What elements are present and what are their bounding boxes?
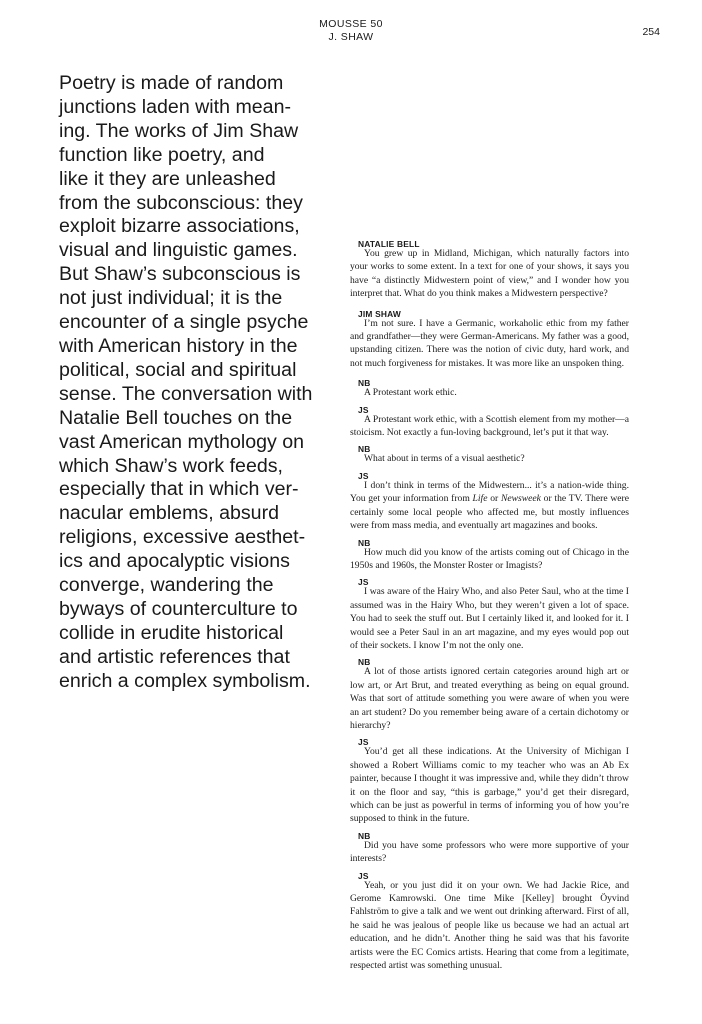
speaker-label: NATALIE BELL	[358, 239, 420, 249]
speaker-label: NB	[358, 378, 371, 389]
exchange-text	[350, 745, 629, 825]
exchange-text	[350, 247, 629, 301]
text-run: Did you have some professors who were more supportive of your interests?	[350, 839, 629, 865]
text-run: A Protestant work ethic, with a Scottish element from my mother—a stoicism. Not exactly a fun-loving background, let’s put it that way.	[350, 413, 629, 439]
magazine-issue: MOUSSE 50	[319, 18, 383, 30]
text-run: I don’t think in terms of the Midwestern... it’s a nation-wide thing. You get your information from	[350, 479, 629, 505]
exchange-text	[350, 452, 629, 465]
intro-line: But Shaw’s subconscious is	[59, 263, 301, 286]
speaker-label: JIM SHAW	[358, 308, 402, 319]
intro-line: Natalie Bell touches on the	[59, 406, 293, 429]
exchange-text	[350, 879, 629, 973]
intro-line: sense. The conversation with	[59, 382, 313, 405]
speaker-label: JS	[358, 577, 369, 588]
text-run: How much did you know of the artists coming out of Chicago in the 1950s and 1960s, the Monster Roster or Imagists?	[350, 546, 629, 571]
exchange-text	[350, 413, 629, 440]
interview-exchange	[350, 832, 629, 866]
intro-line: visual and linguistic games.	[59, 239, 298, 262]
text-run: or the TV. There were certainly some local people who affected me, but mostly influences were from mass media, and eventually art magazines and books.	[350, 493, 629, 532]
speaker-label: NB	[358, 444, 371, 455]
exchange-text	[350, 546, 629, 573]
interview-exchange	[350, 872, 629, 973]
interview-exchange	[350, 658, 629, 732]
intro-line: junctions laden with mean-	[59, 95, 291, 118]
speaker-label: JS	[358, 737, 369, 748]
exchange-text	[350, 665, 629, 732]
intro-line: which Shaw’s work feeds,	[59, 454, 283, 477]
text-run: A Protestant work ethic.	[364, 387, 457, 399]
intro-line: enrich a complex symbolism.	[59, 669, 311, 692]
text-run: I’m not sure. I have a Germanic, workaholic ethic from my father and grandfather—they were German-Americans. My father was a good, upstanding citizen. There was the notion of civic duty, hard work, and not much forgiveness for mistakes. It was more like an unspoken thing.	[350, 317, 629, 369]
intro-line: not just individual; it is the	[59, 287, 283, 310]
interview-exchange	[350, 445, 629, 465]
intro-line: byways of counterculture to	[59, 597, 298, 620]
text-run: You grew up in Midland, Michigan, which naturally factors into your works to some extent. In a text for one of your shows, it says you have “a distinctly Midwestern point of view,” and I wonder how you interpret that. What do you think makes a Midwestern perspective?	[350, 248, 629, 300]
speaker-label: NB	[358, 537, 371, 548]
italic-title: Life	[472, 493, 488, 505]
exchange-text	[350, 479, 629, 533]
intro-line: religions, excessive aesthet-	[59, 526, 306, 549]
running-header	[0, 18, 702, 44]
interview-exchange	[350, 406, 629, 440]
speaker-label: JS	[358, 470, 369, 481]
exchange-text	[350, 386, 629, 399]
speaker-label: JS	[358, 404, 369, 415]
intro-line: collide in erudite historical	[59, 621, 284, 644]
intro-line: ics and apocalyptic visions	[59, 550, 290, 573]
text-run: You’d get all these indications. At the University of Michigan I showed a Robert Williams comic to my teacher who was an Ab Ex painter, because I thought it was impressive and, while they didn’t throw it on the floor and say, “this is garbage,” you’d get their disregard, which can be just as powerful in terms of informing you of how you’re supposed to think in the future.	[350, 746, 629, 825]
intro-line: ing. The works of Jim Shaw	[59, 119, 299, 142]
intro-line: especially that in which ver-	[59, 478, 299, 501]
intro-line: encounter of a single psyche	[59, 311, 309, 334]
interview-column	[350, 240, 629, 978]
interview-exchange	[350, 539, 629, 573]
intro-line: with American history in the	[59, 334, 298, 357]
intro-line: like it they are unleashed	[59, 167, 276, 190]
italic-title: Newsweek	[500, 493, 541, 505]
text-run: or	[487, 493, 501, 505]
intro-paragraph	[59, 72, 349, 694]
interview-exchange	[350, 578, 629, 652]
interview-exchange	[350, 240, 629, 301]
interview-exchange	[350, 379, 629, 399]
intro-line: political, social and spiritual	[59, 358, 297, 381]
intro-line: exploit bizarre associations,	[59, 215, 300, 238]
intro-line: and artistic references that	[59, 645, 290, 668]
intro-line: converge, wandering the	[59, 574, 274, 597]
article-author: J. SHAW	[328, 31, 374, 43]
intro-line: from the subconscious: they	[59, 191, 303, 214]
text-run: A lot of those artists ignored certain categories around high art or low art, or Art Brut, and treated everything as being on equal ground. Was that sort of attitude something you were aware of when you were an art student? Do you remember being aware of a certain dichotomy or hierarchy?	[350, 666, 629, 731]
exchange-text	[350, 585, 629, 652]
interview-exchange	[350, 310, 629, 371]
text-run: What about in terms of a visual aesthetic?	[364, 453, 525, 465]
intro-line: nacular emblems, absurd	[59, 502, 279, 525]
text-run: I was aware of the Hairy Who, and also Peter Saul, who at the time I assumed was in the Hairy Who, but they weren’t given a lot of space. You had to seek the stuff out. But I certainly liked it, and looked for it. I would see a Peter Saul in an art magazine, and my eyes would pop out of their sockets. I know I’m not the only one.	[350, 586, 629, 651]
intro-line: vast American mythology on	[59, 430, 305, 453]
page-number: 254	[642, 26, 660, 38]
speaker-label: NB	[358, 830, 371, 841]
exchange-text	[350, 839, 629, 866]
exchange-text	[350, 317, 629, 371]
intro-line: Poetry is made of random	[59, 72, 284, 94]
intro-line: function like poetry, and	[59, 143, 265, 166]
text-run: Yeah, or you just did it on your own. We had Jackie Rice, and Gerome Kamrowski. One time Mike [Kelley] brought Öyvind Fahlström to give a talk and we went out drinking afterward. First of all, he said he was jealous of people like us because we had an actual art education, and he didn’t. Another thing he said was that his favorite artists were the EC Comics artists. Hearing that come from a legitimate, respected artist was something unusual.	[350, 879, 629, 972]
interview-exchange	[350, 472, 629, 533]
interview-exchange	[350, 738, 629, 825]
speaker-label: JS	[358, 870, 369, 881]
speaker-label: NB	[358, 657, 371, 668]
